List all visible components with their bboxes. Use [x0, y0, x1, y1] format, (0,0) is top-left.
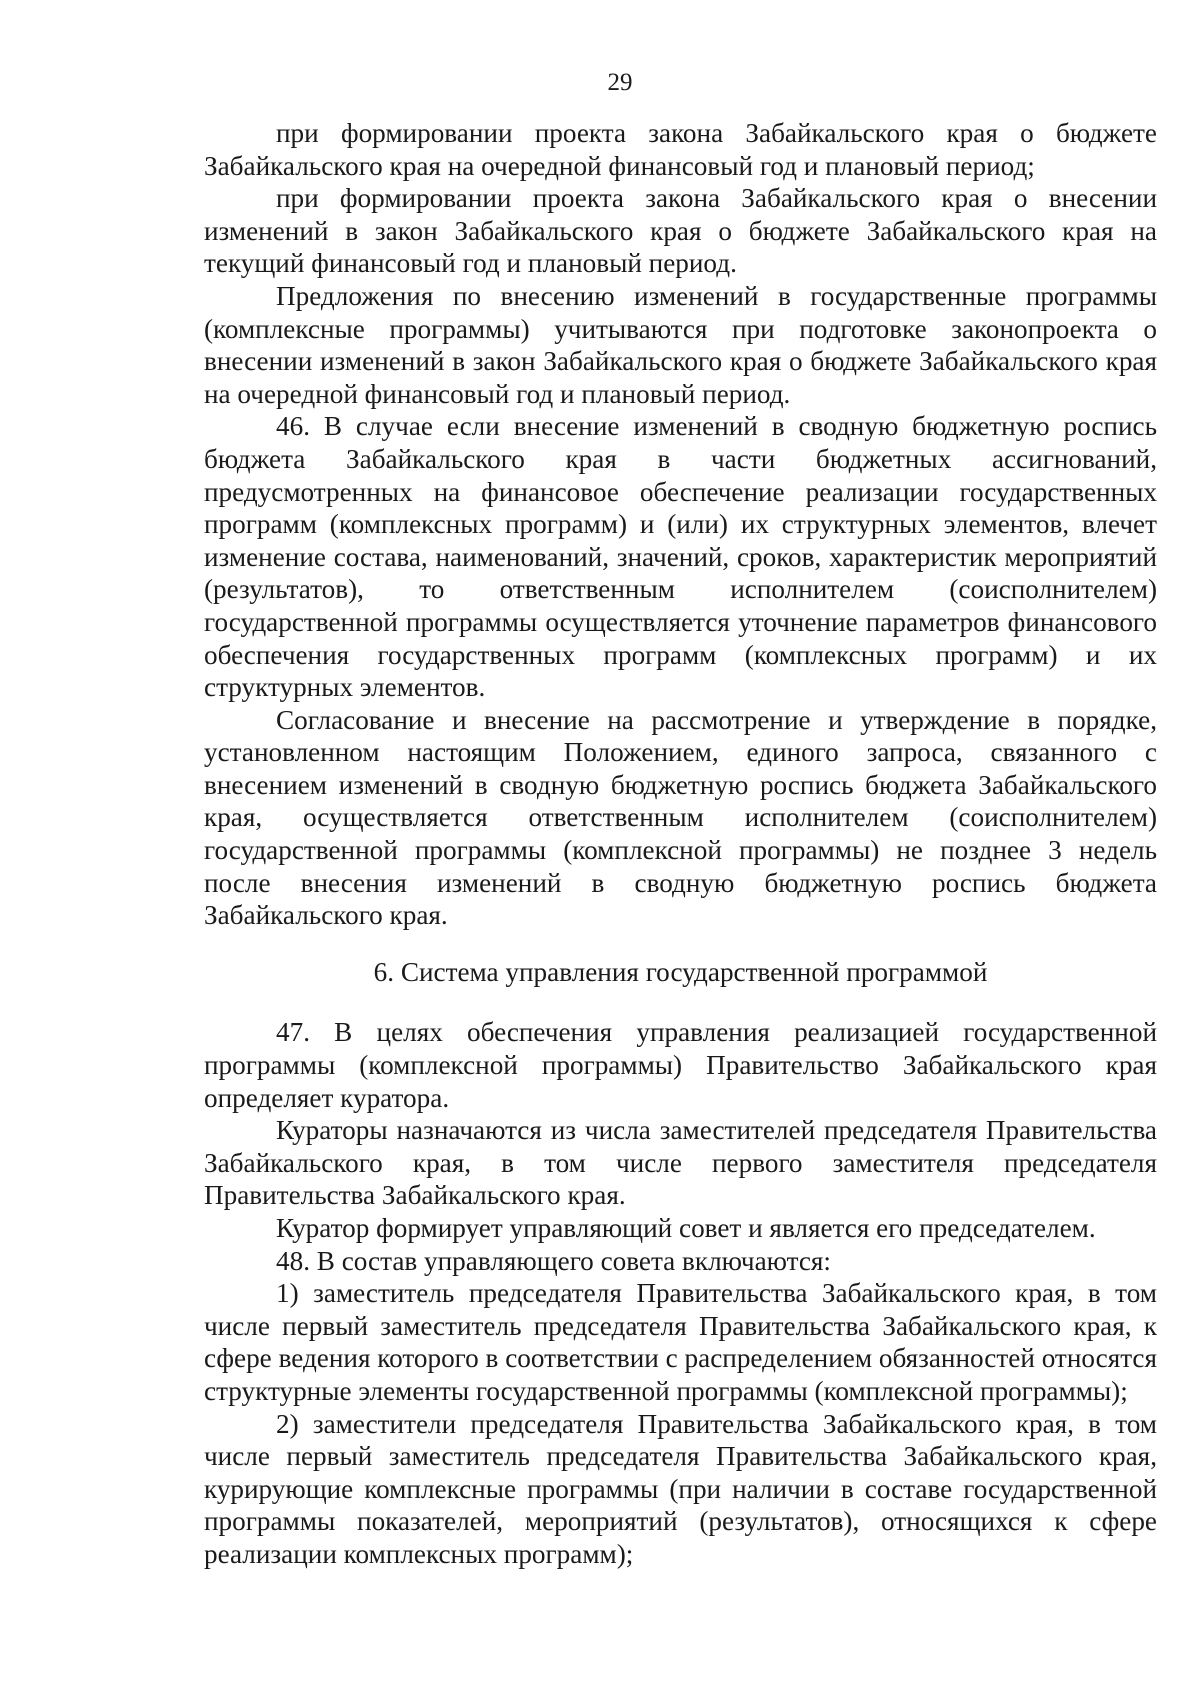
spacer	[204, 932, 1157, 956]
spacer	[204, 988, 1157, 1016]
section-heading: 6. Система управления государственной программой	[373, 956, 988, 987]
paragraph: Предложения по внесению изменений в государственные программы (комплексные программы) учитываются при подготовке законопроекта о внесении изменений в закон Забайкальского края о бюджете Забайкальского края на очередной финансовый год и плановый период.	[204, 280, 1157, 409]
document-body	[204, 117, 1157, 1571]
page-number: 29	[607, 69, 633, 96]
paragraph: при формировании проекта закона Забайкальского края о бюджете Забайкальского края на очередной финансовый год и плановый период;	[204, 118, 1157, 181]
list-item: 2) заместители председателя Правительства Забайкальского края, в том числе первый заместитель председателя Правительства Забайкальского края, курирующие комплексные программы (при наличии в составе государственной программы показателей, мероприятий (результатов), относящихся к сфере реализации комплексных программ);	[204, 1408, 1157, 1569]
paragraph-48: 48. В состав управляющего совета включаются:	[276, 1245, 831, 1276]
list-item: 1) заместитель председателя Правительства Забайкальского края, в том числе первый заместитель председателя Правительства Забайкальского края, к сфере ведения которого в соответствии с распределением обязанностей относятся структурные элементы государственной программы (комплексной программы);	[204, 1278, 1157, 1406]
paragraph: при формировании проекта закона Забайкальского края о внесении изменений в закон Забайкальского края о бюджете Забайкальского края на текущий финансовый год и плановый период.	[204, 183, 1157, 279]
paragraph: Согласование и внесение на рассмотрение и утверждение в порядке, установленном настоящим Положением, единого запроса, связанного с внесением изменений в сводную бюджетную роспись бюджета Забайкальского края, осуществляется ответственным исполнителем (соисполнителем) государственной программы (комплексной программы) не позднее 3 недель после внесения изменений в сводную бюджетную роспись бюджета Забайкальского края.	[204, 704, 1157, 931]
paragraph-46: 46. В случае если внесение изменений в сводную бюджетную роспись бюджета Забайкальского края в части бюджетных ассигнований, предусмотренных на финансовое обеспечение реализации государственных программ (комплексных программ) и (или) их структурных элементов, влечет изменение состава, наименований, значений, сроков, характеристик мероприятий (результатов), то ответственным исполнителем (соисполнителем) государственной программы осуществляется уточнение параметров финансового обеспечения государственных программ (комплексных программ) и их структурных элементов.	[204, 411, 1157, 703]
paragraph: Кураторы назначаются из числа заместителей председателя Правительства Забайкальского края, в том числе первого заместителя председателя Правительства Забайкальского края.	[204, 1115, 1157, 1211]
paragraph-47: 47. В целях обеспечения управления реализацией государственной программы (комплексной программы) Правительство Забайкальского края определяет куратора.	[204, 1017, 1157, 1113]
paragraph: Куратор формирует управляющий совет и является его председателем.	[276, 1213, 1096, 1243]
